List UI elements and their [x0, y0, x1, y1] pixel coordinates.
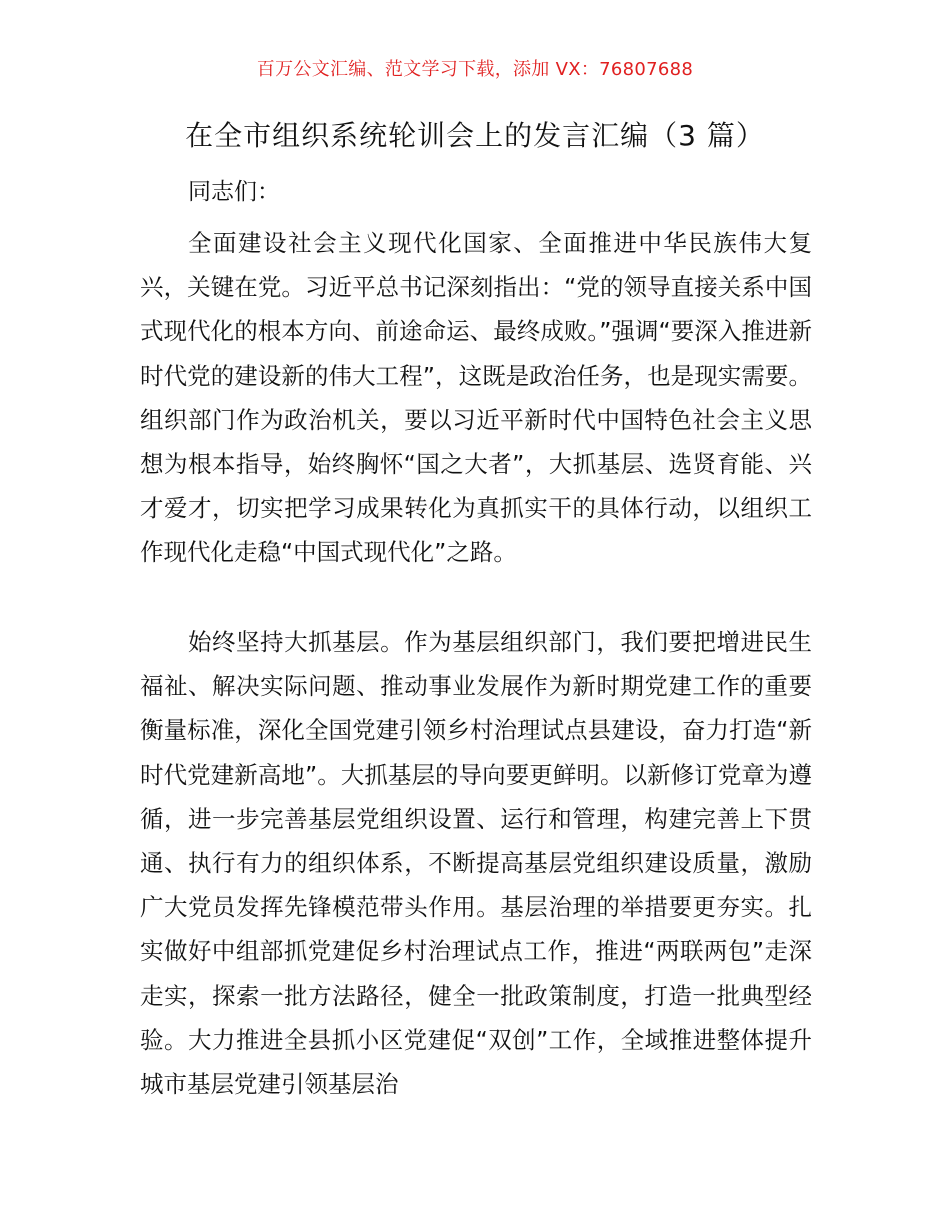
salutation: 同志们：	[188, 179, 280, 205]
body-paragraph: 全面建设社会主义现代化国家、全面推进中华民族伟大复兴，关键在党。习近平总书记深刻指出：“党的领导直接关系中国式现代化的根本方向、前途命运、最终成败。”强调“要深入推进新时代党的建设新的伟大工程”，这既是政治任务，也是现实需要。组织部门作为政治机关，要以习近平新时代中国特色社会主义思想为根本指导，始终胸怀“国之大者”，大抓基层、选贤育能、兴才爱才，切实把学习成果转化为真抓实干的具体行动，以组织工作现代化走稳“中国式现代化”之路。	[140, 229, 812, 567]
watermark-header: 百万公文汇编、范文学习下载，添加 VX：76807688	[256, 59, 694, 80]
document-title: 在全市组织系统轮训会上的发言汇编（3 篇）	[185, 119, 765, 152]
body-paragraph: 始终坚持大抓基层。作为基层组织部门，我们要把增进民生福祉、解决实际问题、推动事业发展作为新时期党建工作的重要衡量标准，深化全国党建引领乡村治理试点县建设，奋力打造“新时代党建新高地”。大抓基层的导向要更鲜明。以新修订党章为遵循，进一步完善基层党组织设置、运行和管理，构建完善上下贯通、执行有力的组织体系，不断提高基层党组织建设质量，激励广大党员发挥先锋模范带头作用。基层治理的举措要更夯实。扎实做好中组部抓党建促乡村治理试点工作，推进“两联两包”走深走实，探索一批方法路径，健全一批政策制度，打造一批典型经验。大力推进全县抓小区党建促“双创”工作，全域推进整体提升城市基层党建引领基层治	[140, 628, 812, 1099]
